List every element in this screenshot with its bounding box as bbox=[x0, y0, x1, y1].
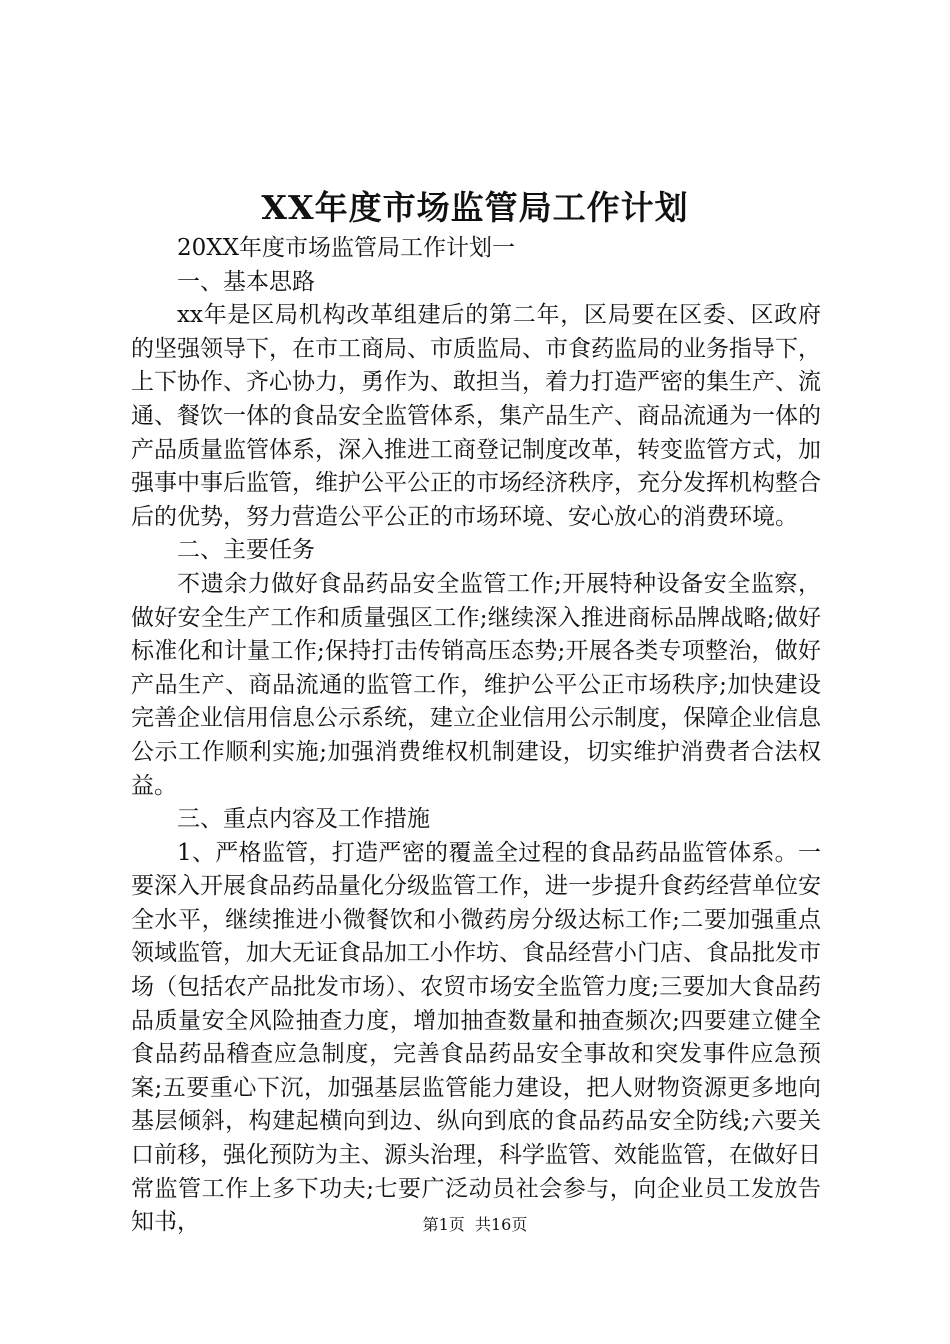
document-body bbox=[131, 232, 821, 1240]
page-footer bbox=[0, 1213, 950, 1237]
document-subtitle: 20XX年度市场监管局工作计划一 bbox=[177, 235, 516, 261]
section-paragraph: 1、严格监管，打造严密的覆盖全过程的食品药品监管体系。一要深入开展食品药品量化分级监管工作，进一步提升食药经营单位安全水平，继续推进小微餐饮和小微药房分级达标工作;二要加强重点领域监管，加大无证食品加工小作坊、食品经营小门店、食品批发市场（包括农产品批发市场）、农贸市场安全监管力度;三要加大食品药品质量安全风险抽查力度，增加抽查数量和抽查频次;四要建立健全食品药品稽查应急制度，完善食品药品安全事故和突发事件应急预案;五要重心下沉，加强基层监管能力建设，把人财物资源更多地向基层倾斜，构建起横向到边、纵向到底的食品药品安全防线;六要关口前移，强化预防为主、源头治理，科学监管、效能监管，在做好日常监管工作上多下功夫;七要广泛动员社会参与，向企业员工发放告知书， bbox=[131, 839, 821, 1236]
section-paragraph: 不遗余力做好食品药品安全监管工作;开展特种设备安全监察，做好安全生产工作和质量强区工作;继续深入推进商标品牌战略;做好标准化和计量工作;保持打击传销高压态势;开展各类专项整治，做好产品生产、商品流通的监管工作，维护公平公正市场秩序;加快建设完善企业信用信息公示系统，建立企业信用公示制度，保障企业信息公示工作顺利实施;加强消费维权机制建设，切实维护消费者合法权益。 bbox=[131, 570, 821, 799]
document-title: XX年度市场监管局工作计划 bbox=[261, 188, 689, 227]
footer-spacer bbox=[465, 1215, 475, 1234]
section-heading-main-tasks: 二、主要任务 bbox=[177, 537, 315, 564]
section-heading-basic-ideas: 一、基本思路 bbox=[177, 268, 315, 295]
section-paragraph: xx年是区局机构改革组建后的第二年，区局要在区委、区政府的坚强领导下，在市工商局、市质监局、市食药监局的业务指导下，上下协作、齐心协力，勇作为、敢担当，着力打造严密的集生产、流通、餐饮一体的食品安全监管体系，集产品生产、商品流通为一体的产品质量监管体系，深入推进工商登记制度改革，转变监管方式，加强事中事后监管，维护公平公正的市场经济秩序，充分发挥机构整合后的优势，努力营造公平公正的市场环境、安心放心的消费环境。 bbox=[131, 302, 821, 530]
page-total: 共16页 bbox=[474, 1215, 528, 1234]
page-number: 第1页 bbox=[422, 1215, 465, 1234]
section-heading-key-measures: 三、重点内容及工作措施 bbox=[177, 806, 430, 833]
